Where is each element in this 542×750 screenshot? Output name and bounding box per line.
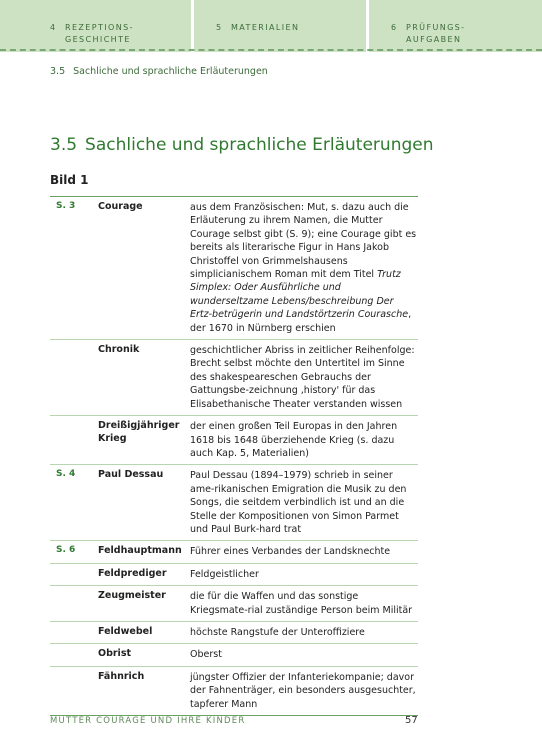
glossary-row	[50, 340, 418, 416]
tab-number: 6	[391, 23, 398, 32]
glossary-definition	[182, 465, 418, 540]
breadcrumb-text: Sachliche und sprachliche Erläuterungen	[73, 66, 268, 77]
definition-text: aus dem Französischen: Mut, s. dazu auch die Erläuterung zu ihrem Namen, die Mutter Courage selbst gibt (S. 9); eine Courage gibt es bereits als literarische Figur in Hans Jakob Christoffel von Grimmelshausens simplicianischem Roman mit dem Titel	[190, 202, 417, 281]
page-number: 57	[405, 715, 418, 726]
definition-text: jüngster Offizier der Infanteriekompanie; davor der Fahnenträger, ein besonders ausgesuchter, tapferer Mann	[190, 671, 416, 710]
breadcrumb	[50, 66, 268, 77]
page-reference	[50, 564, 92, 585]
section-title-text: Sachliche und sprachliche Erläuterungen	[85, 135, 434, 155]
glossary-row	[50, 465, 418, 541]
chapter-tab-bar	[0, 0, 542, 52]
glossary-definition	[182, 340, 418, 415]
glossary-row	[50, 197, 418, 340]
tab-pruefungsaufgaben[interactable]	[391, 0, 531, 48]
tab-materialien[interactable]	[216, 0, 356, 48]
page-reference	[50, 586, 92, 621]
header-dashed-rule	[0, 49, 542, 51]
glossary-term: Courage	[98, 201, 143, 212]
page-reference	[50, 644, 92, 665]
page-reference: S. 4	[56, 469, 76, 480]
breadcrumb-number: 3.5	[50, 66, 66, 77]
glossary-term: Feldprediger	[98, 567, 167, 579]
page-reference	[50, 667, 92, 715]
glossary-row	[50, 586, 418, 622]
glossary-term: Fähnrich	[98, 670, 145, 682]
glossary-row	[50, 667, 418, 716]
glossary-term: Obrist	[98, 648, 132, 660]
definition-text: , der 1670 in Nürnberg erschien	[190, 309, 412, 334]
definition-text: geschichtlicher Abriss in zeitlicher Reihenfolge: Brecht selbst möchte den Untertitel im Sinne des shakespeareschen Gebrauchs der Gattungsbe-zeichnung ‚history' für das Elisabethanische Theater verstanden wissen	[190, 345, 415, 410]
tab-number: 5	[216, 23, 223, 32]
glossary-definition	[182, 416, 418, 464]
subheading: Bild 1	[50, 173, 89, 187]
glossary-term: Feldhauptmann	[98, 545, 182, 557]
tab-label: MATERIALIEN	[231, 23, 300, 32]
definition-text: höchste Rangstufe der Unteroffiziere	[190, 626, 365, 638]
tab-divider	[366, 0, 369, 52]
footer-title: MUTTER COURAGE UND IHRE KINDER	[50, 716, 246, 726]
section-title	[50, 135, 434, 155]
definition-text: der einen großen Teil Europas in den Jahren 1618 bis 1648 überziehende Krieg (s. dazu auch Kap. 5, Materialien)	[190, 421, 398, 459]
glossary-definition	[182, 667, 418, 715]
page-reference	[50, 416, 92, 464]
glossary-definition	[182, 197, 418, 339]
tab-number: 4	[50, 23, 57, 32]
definition-text: Paul Dessau (1894–1979) schrieb in seiner ame-rikanischen Emigration die Musik zu den Songs, die seitdem verbindlich ist und an die Stelle der Kompositionen von Simon Parmet und Paul Burk-hard trat	[190, 470, 407, 535]
definition-text: die für die Waffen und das sonstige Kriegsmate-rial zuständige Person beim Militär	[190, 591, 413, 616]
glossary-term: Chronik	[98, 344, 140, 356]
definition-text: Führer eines Verbandes der Landsknechte	[190, 546, 391, 558]
definition-text: Oberst	[190, 649, 222, 661]
glossary-row	[50, 622, 418, 644]
glossary-row	[50, 541, 418, 563]
page-reference	[50, 340, 92, 415]
section-number: 3.5	[50, 135, 78, 155]
glossary-table	[50, 196, 418, 716]
definition-italic-text: Trutz Simplex: Oder Ausführliche und wunderseltzame Lebens/beschreibung Der Ertz-betrügerin und Landstörtzerin Courasche	[190, 269, 409, 321]
glossary-term: Zeugmeister	[98, 590, 166, 602]
glossary-definition	[182, 644, 418, 665]
glossary-definition	[182, 622, 418, 643]
glossary-row	[50, 416, 418, 465]
glossary-term: Paul Dessau	[98, 469, 164, 481]
page-reference: S. 3	[56, 201, 76, 211]
glossary-row	[50, 564, 418, 586]
tab-rezeptionsgeschichte[interactable]	[50, 0, 190, 48]
glossary-definition	[182, 564, 418, 585]
tab-divider	[191, 0, 194, 52]
glossary-term: Feldwebel	[98, 625, 153, 637]
glossary-row	[50, 644, 418, 666]
page-reference	[50, 622, 92, 643]
page-reference: S. 6	[56, 545, 76, 556]
tab-label: PRÜFUNGS- AUFGABEN	[406, 23, 466, 44]
glossary-definition	[182, 541, 418, 562]
glossary-term: Dreißigjähriger Krieg	[98, 420, 180, 444]
tab-label: REZEPTIONS- GESCHICHTE	[65, 23, 134, 44]
definition-text: Feldgeistlicher	[190, 568, 259, 580]
glossary-definition	[182, 586, 418, 621]
